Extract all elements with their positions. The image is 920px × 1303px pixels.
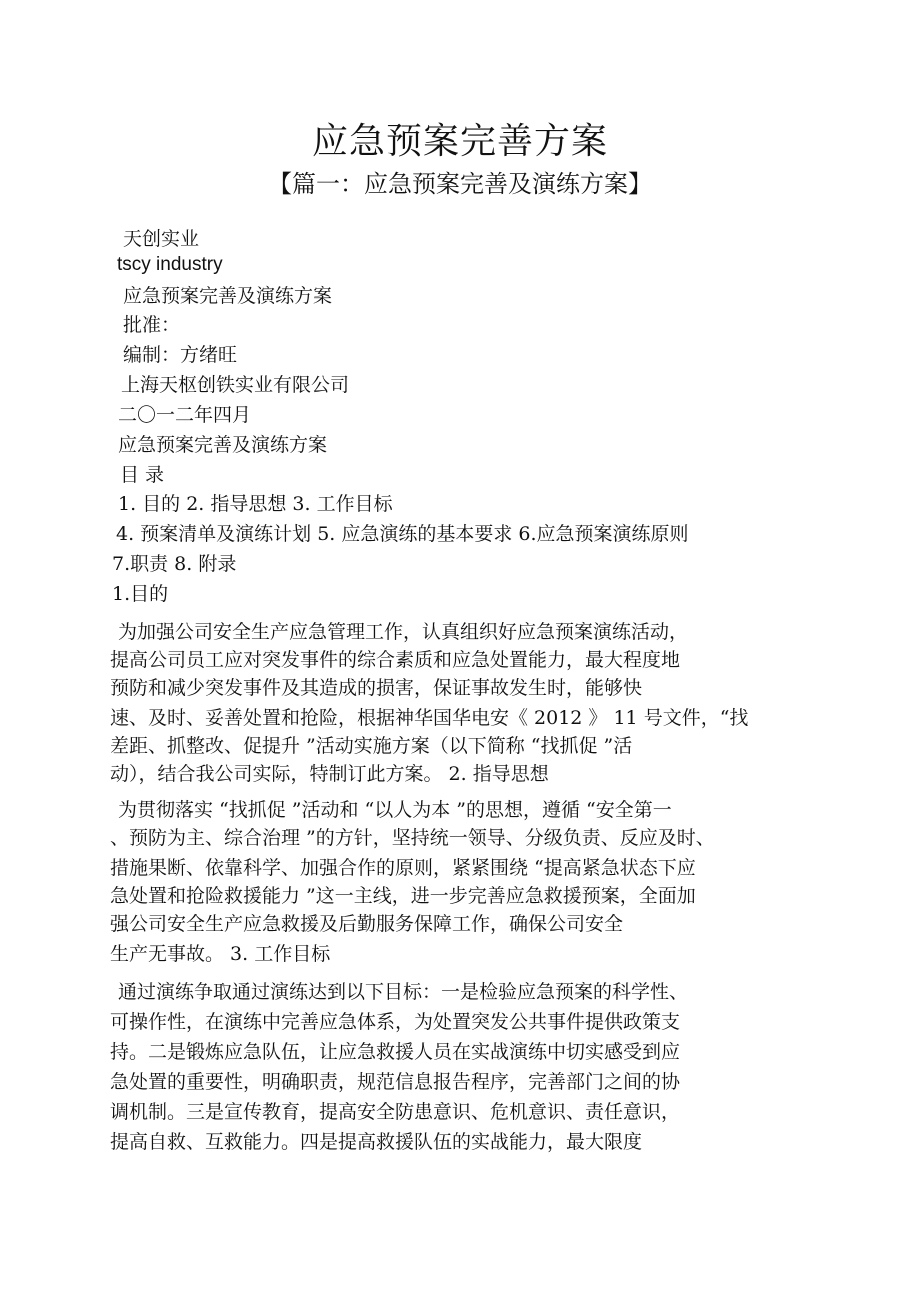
contents-line-3: 7.职责 8. 附录	[112, 553, 237, 575]
paragraph-line: 提高公司员工应对突发事件的综合素质和应急处置能力，最大程度地	[110, 649, 681, 671]
company-name-line: 天创实业	[123, 228, 200, 250]
paragraph-line: 差距、抓整改、促提升 ”活动实施方案（以下简称 “找抓促 ”活	[110, 735, 633, 757]
paragraph-line: 为贯彻落实 “找抓促 ”活动和 “以人为本 ”的思想，遵循 “安全第一	[118, 799, 672, 821]
paragraph-line: 、预防为主、综合治理 ”的方针，坚持统一领导、分级负责、反应及时、	[110, 827, 715, 849]
contents-line-2: 4. 预案清单及演练计划 5. 应急演练的基本要求 6.应急预案演练原则	[116, 523, 689, 545]
paragraph-line: 通过演练争取通过演练达到以下目标：一是检验应急预案的科学性、	[118, 981, 689, 1003]
paragraph-line: 生产无事故。 3. 工作目标	[110, 943, 331, 965]
paragraph-line: 急处置的重要性，明确职责，规范信息报告程序，完善部门之间的协	[110, 1071, 681, 1093]
paragraph-line: 可操作性，在演练中完善应急体系，为处置突发公共事件提供政策支	[110, 1011, 681, 1033]
paragraph-line: 强公司安全生产应急救援及后勤服务保障工作，确保公司安全	[110, 913, 624, 935]
document-subtitle: 【篇一：应急预案完善及演练方案】	[268, 170, 652, 198]
document-title: 应急预案完善方案	[311, 121, 608, 162]
approval-line: 批准：	[123, 314, 181, 336]
paragraph-line: 速、及时、妥善处置和抢险，根据神华国华电安《 2012 》 11 号文件，“找	[110, 707, 749, 729]
paragraph-line: 为加强公司安全生产应急管理工作，认真组织好应急预案演练活动，	[118, 621, 689, 643]
paragraph-line: 动），结合我公司实际，特制订此方案。 2. 指导思想	[110, 763, 549, 785]
plan-name-repeat-line: 应急预案完善及演练方案	[118, 434, 328, 456]
paragraph-line: 持。二是锻炼应急队伍，让应急救援人员在实战演练中切实感受到应	[110, 1041, 681, 1063]
paragraph-line: 预防和减少突发事件及其造成的损害，保证事故发生时，能够快	[110, 677, 643, 699]
paragraph-line: 提高自救、互救能力。四是提高救援队伍的实战能力，最大限度	[110, 1131, 643, 1153]
organization-line: 上海天枢创铁实业有限公司	[121, 374, 350, 396]
paragraph-line: 急处置和抢险救援能力 ”这一主线，进一步完善应急救援预案，全面加	[110, 885, 696, 907]
plan-name-line: 应急预案完善及演练方案	[123, 285, 333, 307]
contents-line-1: 1. 目的 2. 指导思想 3. 工作目标	[118, 493, 393, 515]
author-line: 编制：方绪旺	[123, 344, 238, 366]
paragraph-line: 调机制。三是宣传教育，提高安全防患意识、危机意识、责任意识，	[110, 1101, 681, 1123]
table-of-contents-heading: 目 录	[120, 464, 165, 486]
paragraph-line: 措施果断、依靠科学、加强合作的原则，紧紧围绕 “提高紧急状态下应	[110, 857, 696, 879]
date-line: 二〇一二年四月	[118, 404, 252, 426]
section-heading-purpose: 1.目的	[112, 583, 169, 605]
company-english-name-line: tscy industry	[117, 254, 223, 275]
